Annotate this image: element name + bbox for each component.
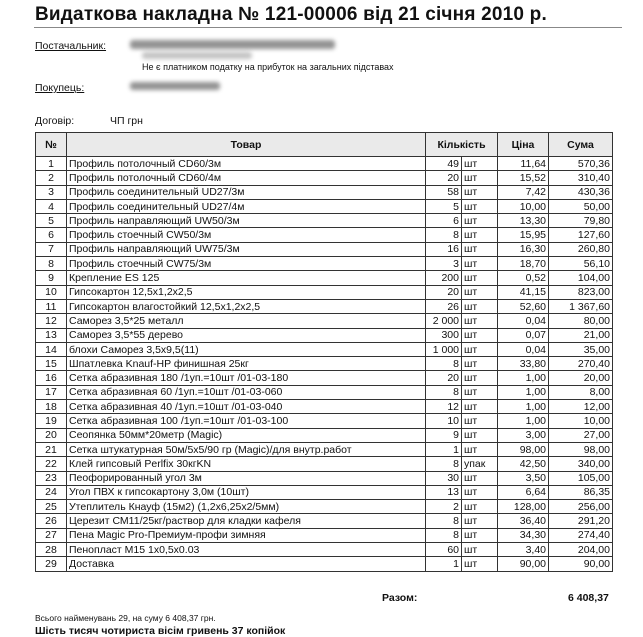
total-value: 6 408,37 xyxy=(568,592,609,604)
cell-number: 4 xyxy=(36,199,67,213)
cell-sum: 430,36 xyxy=(549,185,613,199)
cell-product: Саморез 3,5*25 металл xyxy=(67,314,426,328)
table-row xyxy=(36,228,613,242)
total-label: Разом: xyxy=(382,592,418,604)
cell-sum: 27,00 xyxy=(549,428,613,442)
cell-unit: шт xyxy=(462,157,498,171)
cell-quantity: 2 xyxy=(426,500,462,514)
table-row xyxy=(36,314,613,328)
cell-price: 1,00 xyxy=(498,400,549,414)
cell-sum: 105,00 xyxy=(549,471,613,485)
cell-sum: 8,00 xyxy=(549,385,613,399)
cell-price: 98,00 xyxy=(498,442,549,456)
title-divider xyxy=(34,27,622,28)
cell-quantity: 58 xyxy=(426,185,462,199)
contract-label: Договір: xyxy=(35,115,75,127)
col-header-product: Товар xyxy=(67,133,426,157)
cell-sum: 823,00 xyxy=(549,285,613,299)
supplier-address-redacted xyxy=(142,52,252,59)
cell-product: Сеопянка 50мм*20метр (Magic) xyxy=(67,428,426,442)
cell-sum: 256,00 xyxy=(549,500,613,514)
cell-product: Пенопласт М15 1х0,5х0.03 xyxy=(67,543,426,557)
cell-unit: шт xyxy=(462,543,498,557)
table-row xyxy=(36,557,613,571)
supplier-label: Постачальник: xyxy=(35,40,107,52)
table-row xyxy=(36,171,613,185)
cell-price: 13,30 xyxy=(498,214,549,228)
cell-unit: шт xyxy=(462,428,498,442)
cell-quantity: 2 000 xyxy=(426,314,462,328)
cell-quantity: 20 xyxy=(426,285,462,299)
cell-sum: 35,00 xyxy=(549,342,613,356)
cell-quantity: 30 xyxy=(426,471,462,485)
cell-price: 128,00 xyxy=(498,500,549,514)
cell-product: Шпатлевка Knauf-HP финишная 25кг xyxy=(67,357,426,371)
cell-unit: шт xyxy=(462,214,498,228)
cell-product: Сетка абразивная 100 /1уп.=10шт /01-03-100 xyxy=(67,414,426,428)
table-row xyxy=(36,528,613,542)
cell-price: 34,30 xyxy=(498,528,549,542)
cell-number: 27 xyxy=(36,528,67,542)
table-row xyxy=(36,442,613,456)
cell-unit: шт xyxy=(462,371,498,385)
table-row xyxy=(36,285,613,299)
cell-product: Профиль соединительный UD27/3м xyxy=(67,185,426,199)
cell-price: 1,00 xyxy=(498,414,549,428)
cell-number: 17 xyxy=(36,385,67,399)
col-header-quantity: Кількість xyxy=(426,133,498,157)
items-summary: Всього найменувань 29, на суму 6 408,37 грн. xyxy=(35,613,216,623)
cell-unit: шт xyxy=(462,342,498,356)
cell-quantity: 9 xyxy=(426,428,462,442)
cell-number: 20 xyxy=(36,428,67,442)
cell-quantity: 12 xyxy=(426,400,462,414)
cell-sum: 56,10 xyxy=(549,257,613,271)
cell-price: 1,00 xyxy=(498,371,549,385)
cell-sum: 50,00 xyxy=(549,199,613,213)
cell-quantity: 8 xyxy=(426,385,462,399)
cell-quantity: 1 xyxy=(426,557,462,571)
cell-price: 41,15 xyxy=(498,285,549,299)
table-row xyxy=(36,414,613,428)
table-row xyxy=(36,199,613,213)
cell-number: 2 xyxy=(36,171,67,185)
cell-number: 5 xyxy=(36,214,67,228)
cell-quantity: 3 xyxy=(426,257,462,271)
table-row xyxy=(36,543,613,557)
cell-quantity: 8 xyxy=(426,457,462,471)
cell-product: Профиль потолочный CD60/4м xyxy=(67,171,426,185)
cell-product: Утеплитель Кнауф (15м2) (1,2х6,25х2/5мм) xyxy=(67,500,426,514)
cell-sum: 98,00 xyxy=(549,442,613,456)
cell-sum: 104,00 xyxy=(549,271,613,285)
cell-number: 22 xyxy=(36,457,67,471)
cell-product: Сетка абразивная 60 /1уп.=10шт /01-03-060 xyxy=(67,385,426,399)
cell-number: 15 xyxy=(36,357,67,371)
document-title: Видаткова накладна № 121-00006 від 21 січня 2010 р. xyxy=(35,4,547,25)
cell-sum: 310,40 xyxy=(549,171,613,185)
cell-unit: шт xyxy=(462,414,498,428)
table-row xyxy=(36,400,613,414)
cell-number: 3 xyxy=(36,185,67,199)
cell-number: 9 xyxy=(36,271,67,285)
cell-product: Клей гипсовый Perlfix 30кгKN xyxy=(67,457,426,471)
col-header-price: Ціна xyxy=(498,133,549,157)
table-row xyxy=(36,271,613,285)
cell-price: 15,95 xyxy=(498,228,549,242)
cell-price: 90,00 xyxy=(498,557,549,571)
cell-quantity: 8 xyxy=(426,228,462,242)
cell-quantity: 16 xyxy=(426,242,462,256)
cell-unit: шт xyxy=(462,185,498,199)
table-row xyxy=(36,214,613,228)
cell-price: 0,52 xyxy=(498,271,549,285)
cell-unit: шт xyxy=(462,285,498,299)
cell-unit: шт xyxy=(462,514,498,528)
table-row xyxy=(36,471,613,485)
cell-unit: шт xyxy=(462,357,498,371)
cell-number: 11 xyxy=(36,299,67,313)
table-row xyxy=(36,185,613,199)
cell-sum: 10,00 xyxy=(549,414,613,428)
cell-product: блохи Саморез 3,5х9,5(11) xyxy=(67,342,426,356)
cell-sum: 79,80 xyxy=(549,214,613,228)
cell-price: 0,04 xyxy=(498,314,549,328)
cell-number: 21 xyxy=(36,442,67,456)
cell-price: 52,60 xyxy=(498,299,549,313)
cell-quantity: 26 xyxy=(426,299,462,313)
cell-unit: шт xyxy=(462,500,498,514)
cell-product: Пеофорированный угол 3м xyxy=(67,471,426,485)
cell-sum: 12,00 xyxy=(549,400,613,414)
cell-quantity: 8 xyxy=(426,528,462,542)
cell-price: 3,00 xyxy=(498,428,549,442)
cell-number: 14 xyxy=(36,342,67,356)
cell-unit: шт xyxy=(462,299,498,313)
cell-unit: шт xyxy=(462,385,498,399)
cell-quantity: 200 xyxy=(426,271,462,285)
table-row xyxy=(36,328,613,342)
table-row xyxy=(36,485,613,499)
cell-number: 23 xyxy=(36,471,67,485)
cell-product: Профиль направляющий UW50/3м xyxy=(67,214,426,228)
cell-product: Профиль стоечный CW50/3м xyxy=(67,228,426,242)
cell-sum: 21,00 xyxy=(549,328,613,342)
cell-unit: шт xyxy=(462,257,498,271)
cell-product: Пена Magic Pro-Премиум-профи зимняя xyxy=(67,528,426,542)
buyer-name-redacted xyxy=(130,82,220,90)
cell-quantity: 13 xyxy=(426,485,462,499)
table-row xyxy=(36,371,613,385)
cell-quantity: 300 xyxy=(426,328,462,342)
cell-unit: шт xyxy=(462,528,498,542)
col-header-number: № xyxy=(36,133,67,157)
cell-sum: 86,35 xyxy=(549,485,613,499)
cell-product: Сетка абразивная 180 /1уп.=10шт /01-03-180 xyxy=(67,371,426,385)
cell-sum: 204,00 xyxy=(549,543,613,557)
cell-sum: 270,40 xyxy=(549,357,613,371)
table-row xyxy=(36,385,613,399)
cell-number: 12 xyxy=(36,314,67,328)
cell-product: Крепление ES 125 xyxy=(67,271,426,285)
cell-quantity: 20 xyxy=(426,171,462,185)
cell-price: 1,00 xyxy=(498,385,549,399)
cell-price: 16,30 xyxy=(498,242,549,256)
cell-number: 16 xyxy=(36,371,67,385)
cell-unit: шт xyxy=(462,485,498,499)
cell-product: Профиль соединительный UD27/4м xyxy=(67,199,426,213)
cell-sum: 20,00 xyxy=(549,371,613,385)
cell-unit: шт xyxy=(462,442,498,456)
cell-unit: шт xyxy=(462,557,498,571)
cell-sum: 274,40 xyxy=(549,528,613,542)
cell-product: Саморез 3,5*55 дерево xyxy=(67,328,426,342)
cell-quantity: 49 xyxy=(426,157,462,171)
cell-product: Доставка xyxy=(67,557,426,571)
cell-number: 24 xyxy=(36,485,67,499)
cell-quantity: 1 000 xyxy=(426,342,462,356)
cell-number: 25 xyxy=(36,500,67,514)
buyer-label: Покупець: xyxy=(35,82,85,94)
table-row xyxy=(36,357,613,371)
table-header-row xyxy=(36,133,613,157)
cell-unit: шт xyxy=(462,242,498,256)
table-row xyxy=(36,257,613,271)
cell-product: Угол ПВХ к гипсокартону 3,0м (10шт) xyxy=(67,485,426,499)
cell-unit: шт xyxy=(462,171,498,185)
cell-quantity: 8 xyxy=(426,514,462,528)
cell-price: 3,50 xyxy=(498,471,549,485)
cell-number: 8 xyxy=(36,257,67,271)
cell-quantity: 60 xyxy=(426,543,462,557)
cell-unit: шт xyxy=(462,471,498,485)
supplier-name-redacted xyxy=(130,40,335,49)
cell-price: 36,40 xyxy=(498,514,549,528)
supplier-tax-note: Не є платником податку на прибуток на загальних підставах xyxy=(142,62,394,72)
cell-number: 26 xyxy=(36,514,67,528)
table-row xyxy=(36,500,613,514)
cell-sum: 90,00 xyxy=(549,557,613,571)
cell-number: 19 xyxy=(36,414,67,428)
cell-price: 3,40 xyxy=(498,543,549,557)
cell-number: 10 xyxy=(36,285,67,299)
cell-sum: 1 367,60 xyxy=(549,299,613,313)
cell-product: Профиль стоечный CW75/3м xyxy=(67,257,426,271)
cell-product: Профиль направляющий UW75/3м xyxy=(67,242,426,256)
cell-quantity: 10 xyxy=(426,414,462,428)
cell-sum: 291,20 xyxy=(549,514,613,528)
cell-unit: шт xyxy=(462,314,498,328)
cell-unit: шт xyxy=(462,228,498,242)
cell-sum: 127,60 xyxy=(549,228,613,242)
cell-number: 28 xyxy=(36,543,67,557)
cell-unit: шт xyxy=(462,199,498,213)
table-row xyxy=(36,242,613,256)
cell-unit: шт xyxy=(462,400,498,414)
cell-number: 29 xyxy=(36,557,67,571)
cell-product: Сетка абразивная 40 /1уп.=10шт /01-03-040 xyxy=(67,400,426,414)
cell-price: 10,00 xyxy=(498,199,549,213)
cell-quantity: 8 xyxy=(426,357,462,371)
cell-sum: 340,00 xyxy=(549,457,613,471)
cell-product: Профиль потолочный CD60/3м xyxy=(67,157,426,171)
cell-number: 6 xyxy=(36,228,67,242)
contract-value: ЧП грн xyxy=(110,115,143,127)
cell-sum: 80,00 xyxy=(549,314,613,328)
cell-price: 42,50 xyxy=(498,457,549,471)
invoice-table xyxy=(35,132,613,572)
table-row xyxy=(36,428,613,442)
table-row xyxy=(36,299,613,313)
cell-price: 6,64 xyxy=(498,485,549,499)
cell-price: 11,64 xyxy=(498,157,549,171)
cell-price: 33,80 xyxy=(498,357,549,371)
cell-price: 18,70 xyxy=(498,257,549,271)
cell-quantity: 20 xyxy=(426,371,462,385)
table-row xyxy=(36,457,613,471)
total-in-words: Шість тисяч чотириста вісім гривень 37 копійок xyxy=(35,625,286,637)
cell-number: 1 xyxy=(36,157,67,171)
cell-sum: 570,36 xyxy=(549,157,613,171)
cell-quantity: 1 xyxy=(426,442,462,456)
table-row xyxy=(36,157,613,171)
col-header-sum: Сума xyxy=(549,133,613,157)
cell-product: Гипсокартон 12,5х1,2х2,5 xyxy=(67,285,426,299)
cell-unit: шт xyxy=(462,271,498,285)
table-row xyxy=(36,514,613,528)
cell-number: 7 xyxy=(36,242,67,256)
cell-product: Церезит СМ11/25кг/раствор для кладки кафеля xyxy=(67,514,426,528)
cell-product: Гипсокартон влагостойкий 12,5х1,2х2,5 xyxy=(67,299,426,313)
cell-price: 0,07 xyxy=(498,328,549,342)
table-row xyxy=(36,342,613,356)
cell-number: 13 xyxy=(36,328,67,342)
cell-number: 18 xyxy=(36,400,67,414)
cell-unit: упак xyxy=(462,457,498,471)
cell-product: Сетка штукатурная 50м/5х5/90 гр (Magic)/для внутр.работ xyxy=(67,442,426,456)
cell-price: 7,42 xyxy=(498,185,549,199)
cell-quantity: 6 xyxy=(426,214,462,228)
cell-quantity: 5 xyxy=(426,199,462,213)
cell-sum: 260,80 xyxy=(549,242,613,256)
cell-price: 0,04 xyxy=(498,342,549,356)
cell-price: 15,52 xyxy=(498,171,549,185)
cell-unit: шт xyxy=(462,328,498,342)
